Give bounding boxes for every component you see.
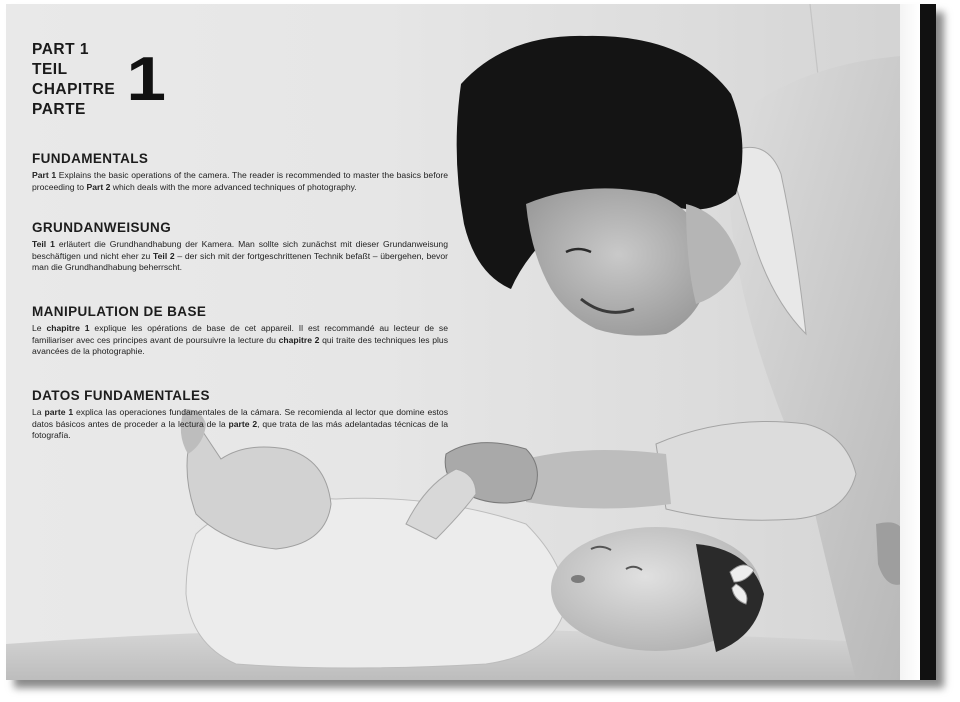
section-datos-fundamentales [32,388,448,442]
body-text: Le [32,323,47,333]
section-body [32,170,448,193]
section-heading: MANIPULATION DE BASE [32,304,207,319]
part-label-fr: CHAPITRE [32,81,116,98]
section-grundanweisung [32,220,448,274]
part-label-es: PARTE [32,101,86,118]
bold-reference: chapitre 2 [278,334,320,345]
page-edge [900,4,920,680]
section-heading: DATOS FUNDAMENTALES [32,388,210,403]
part-label-de: TEIL [32,61,68,78]
part-number: 1 [126,45,167,114]
section-body [32,407,448,442]
section-heading: GRUNDANWEISUNG [32,220,172,235]
bold-reference: Teil 1 [32,239,55,249]
manual-page [6,4,936,680]
body-text: explique les opérations de base de cet appareil. Il est recommandé au lecteur de se familiariser avec ces principes avant de poursuivre la lecture du [32,323,448,345]
bold-reference: Part 2 [86,181,111,192]
page-binding-edge [920,4,936,680]
body-text: Explains the basic operations of the camera. The reader is recommended to master the basics before proceeding to [32,170,449,192]
part-labels [32,40,115,120]
body-text: erläutert die Grundhandhabung der Kamera. Man sollte sich zunächst mit dieser Grundanweisung beschäftigen und nicht eher zu [32,239,448,261]
section-heading: FUNDAMENTALS [32,151,149,166]
bold-reference: chapitre 1 [46,323,90,333]
part-label-en: PART 1 [32,41,89,58]
section-body [32,323,448,358]
body-text: qui traite des techniques les plus avancées de la photographie. [32,334,448,357]
body-text: which deals with the more advanced techniques of photography. [110,181,357,192]
bold-reference: Part 1 [32,170,57,180]
body-text: – der sich mit der fortgeschrittenen Technik befaßt – übergehen, bevor man die Grundhandhabung beherrscht. [32,250,448,273]
section-body [32,239,448,274]
section-fundamentals [32,151,448,193]
section-manipulation-de-base [32,304,448,358]
body-text: explica las operaciones fundamentales de la cámara. Se recomienda al lector que domine estos datos básicos antes de proceder a la lectura de la [32,407,448,429]
part-heading [32,40,167,120]
bold-reference: parte 1 [44,407,74,417]
body-text: La [32,407,45,417]
bold-reference: Teil 2 [153,250,175,261]
body-text: , que trata de las más adelantadas técnicas de la fotografía. [32,418,449,441]
bold-reference: parte 2 [228,418,258,429]
